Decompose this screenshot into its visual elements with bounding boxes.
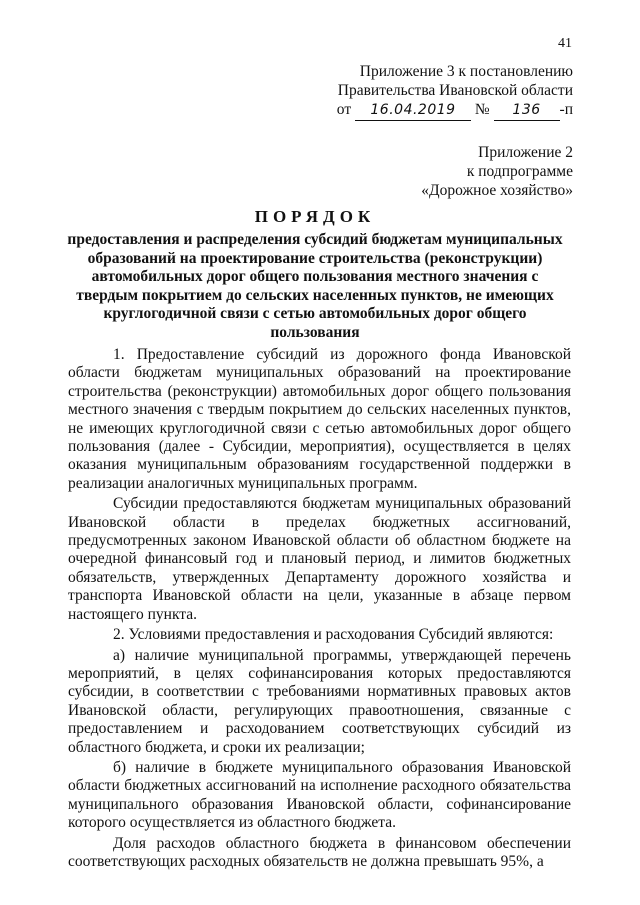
page-number: 41 — [558, 36, 572, 51]
handwritten-date: 16.04.2019 — [355, 101, 471, 121]
appendix-2-line-3: «Дорожное хозяйство» — [421, 182, 573, 199]
document-body — [68, 346, 571, 871]
appendix-3-header — [333, 62, 573, 121]
appendix-3-line-2: Правительства Ивановской области — [337, 82, 573, 99]
handwritten-number: 136 — [494, 101, 560, 121]
paragraph: 1. Предоставление субсидий из дорожного фонда Ивановской области бюджетам муниципальных образований на проектирование строительства (реконструкции) автомобильных дорог общего пользования местного значения с твердым покрытием до сельских населенных пунктов, не имеющих круглогодичной связи с сетью автомобильных дорог общего пользования (далее - Субсидии, мероприятия), осуществляется в целях оказания муниципальным образованиям государственной поддержки в реализации аналогичных муниципальных программ. — [68, 346, 571, 492]
paragraph: б) наличие в бюджете муниципального образования Ивановской области бюджетных ассигнований на исполнение расходного обязательства муниципального образования Ивановской области, софинансирование которого осуществляется из областного бюджета. — [68, 758, 571, 832]
number-suffix: -п — [559, 101, 573, 118]
document-subtitle: предоставления и распределения субсидий бюджетам муниципальных образований на проектирование строительства (реконструкции) автомобильных дорог общего пользования местного значения с твердым покрытием до сельских населенных пунктов, не имеющих круглогодичной связи с сетью автомобильных дорог общего пользования — [67, 231, 563, 341]
document-title: ПОРЯДОК — [254, 207, 376, 226]
appendix-2-line-2: к подпрограмме — [466, 163, 573, 180]
appendix-3-line-1: Приложение 3 к постановлению — [359, 63, 573, 80]
from-label: от — [336, 101, 352, 118]
paragraph: Доля расходов областного бюджета в финансовом обеспечении соответствующих расходных обязательств не должна превышать 95%, а — [68, 834, 571, 870]
appendix-2-header — [380, 143, 573, 200]
number-label: № — [474, 101, 490, 118]
decree-date-number-line — [333, 100, 573, 121]
paragraph: Субсидии предоставляются бюджетам муниципальных образований Ивановской области в пределах бюджетных ассигнований, предусмотренных законом Ивановской области об областном бюджете на очередной финансовый год и плановый период, и лимитов бюджетных обязательств, утвержденных Департаменту дорожного хозяйства и транспорта Ивановской области на цели, указанные в абзаце первом настоящего пункта. — [68, 495, 571, 623]
appendix-2-line-1: Приложение 2 — [478, 144, 573, 161]
paragraph: 2. Условиями предоставления и расходования Субсидий являются: — [113, 626, 554, 644]
paragraph: а) наличие муниципальной программы, утверждающей перечень мероприятий, в целях софинансирования которых предоставляются субсидии, в соответствии с требованиями нормативных правовых актов Ивановской области, регулирующих правоотношения, связанные с предоставлением и расходованием соответствующих субсидий из областного бюджета, и сроки их реализации; — [68, 646, 571, 756]
